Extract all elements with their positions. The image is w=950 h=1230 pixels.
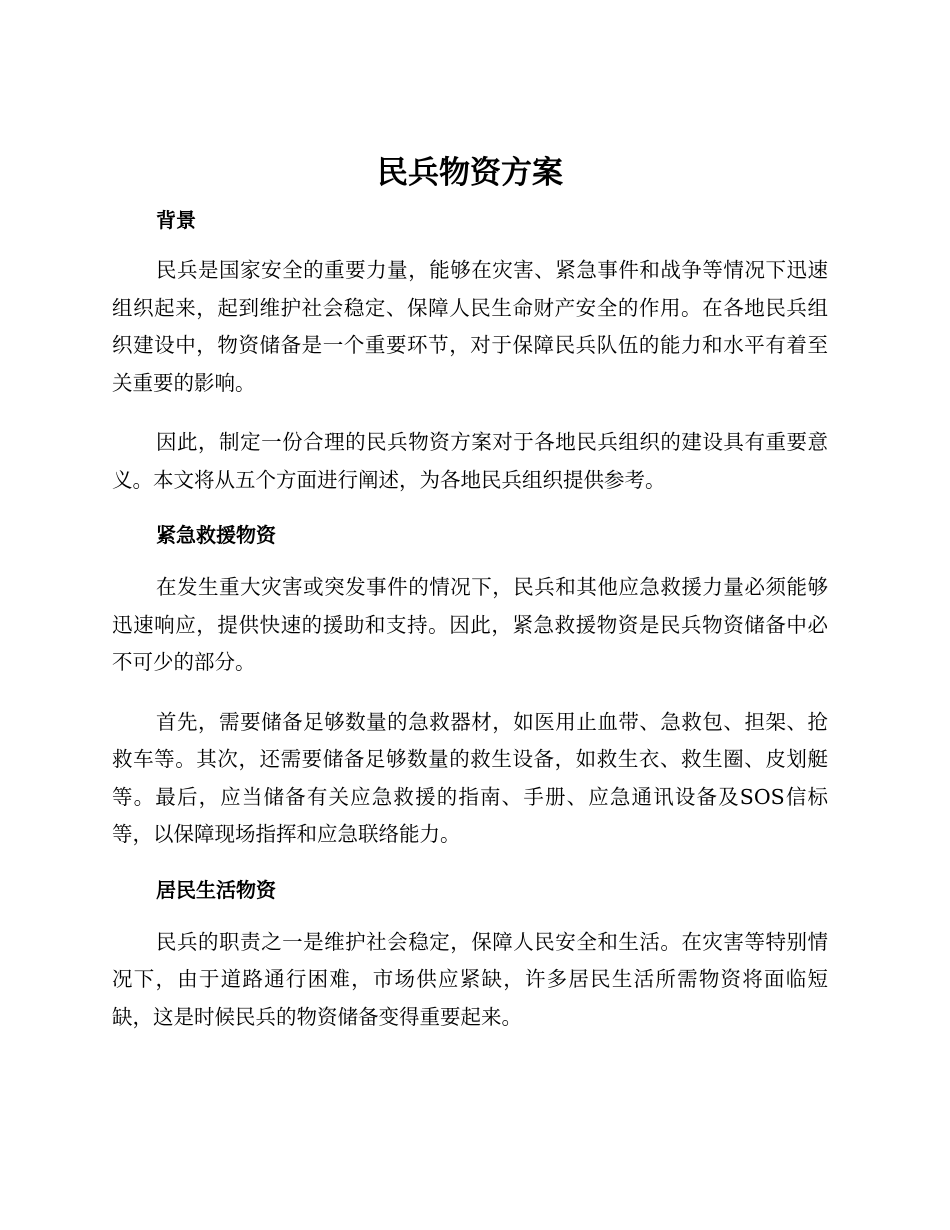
section-heading-emergency-supplies: 紧急救援物资: [156, 523, 276, 547]
paragraph: 首先，需要储备足够数量的急救器材，如医用止血带、急救包、担架、抢救车等。其次，还需要储备足够数量的救生设备，如救生衣、救生圈、皮划艇等。最后，应当储备有关应急救援的指南、手册、应急通讯设备及SOS信标等，以保障现场指挥和应急联络能力。: [112, 709, 828, 846]
section-heading-resident-supplies: 居民生活物资: [156, 877, 276, 902]
paragraph: 民兵的职责之一是维护社会稳定，保障人民安全和生活。在灾害等特别情况下，由于道路通行困难，市场供应紧缺，许多居民生活所需物资将面临短缺，这是时候民兵的物资储备变得重要起来。: [112, 929, 828, 1029]
document-page: [112, 150, 828, 1036]
section-heading-background: 背景: [156, 208, 196, 232]
document-title: 民兵物资方案: [377, 155, 563, 191]
paragraph: 在发生重大灾害或突发事件的情况下，民兵和其他应急救援力量必须能够迅速响应，提供快速的援助和支持。因此，紧急救援物资是民兵物资储备中必不可少的部分。: [112, 575, 828, 674]
paragraph: 民兵是国家安全的重要力量，能够在灾害、紧急事件和战争等情况下迅速组织起来，起到维护社会稳定、保障人民生命财产安全的作用。在各地民兵组织建设中，物资储备是一个重要环节，对于保障民兵队伍的能力和水平有着至关重要的影响。: [112, 258, 828, 395]
paragraph: 因此，制定一份合理的民兵物资方案对于各地民兵组织的建设具有重要意义。本文将从五个方面进行阐述，为各地民兵组织提供参考。: [112, 430, 828, 492]
